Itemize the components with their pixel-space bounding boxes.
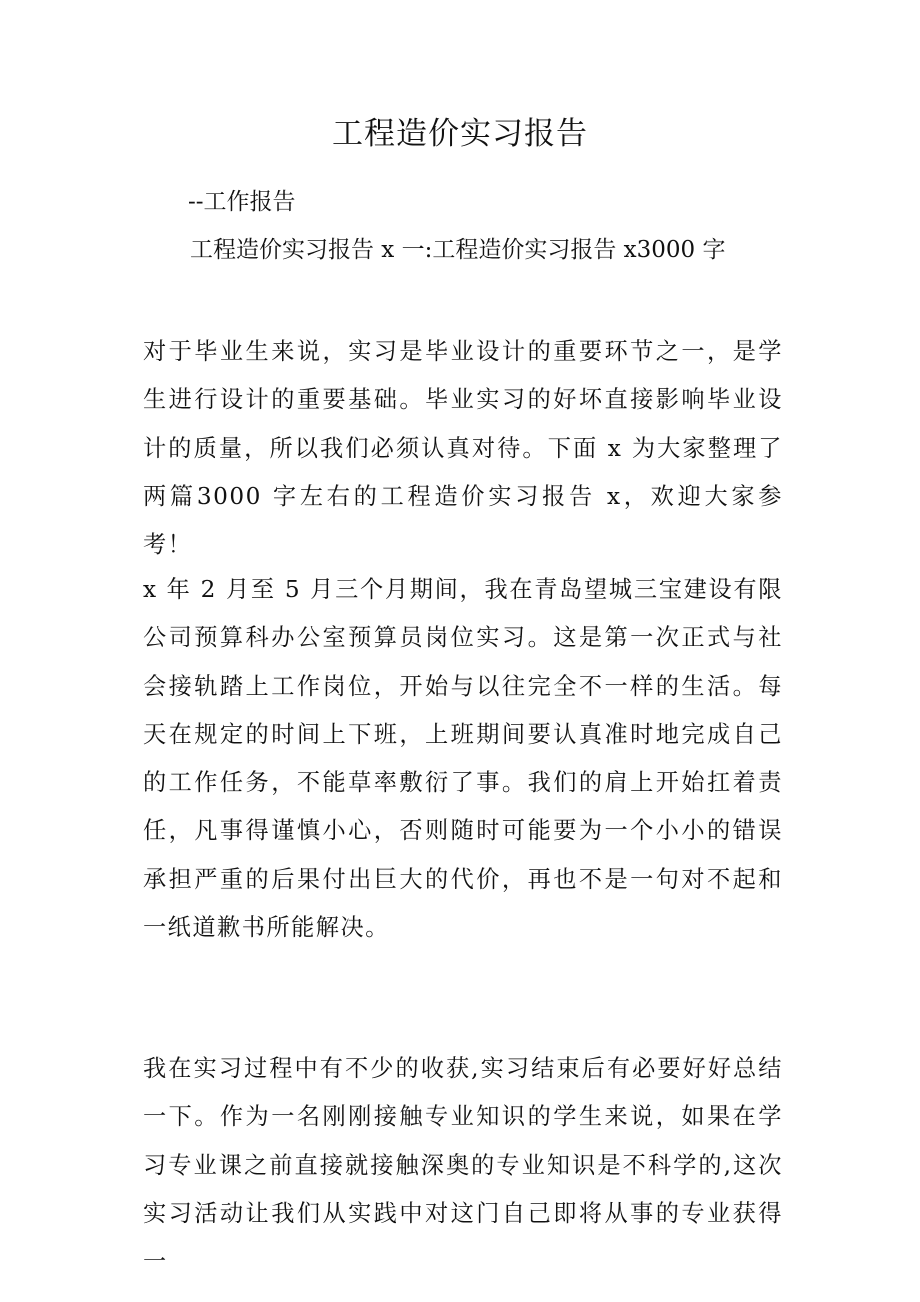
paragraph-summary: 我在实习过程中有不少的收获,实习结束后有必要好好总结一下。作为一名刚刚接触专业知识的学生来说，如果在学习专业课之前直接就接触深奥的专业知识是不科学的,这次实习活动让我们从实践中对这门自己即将从事的专业获得一 (143, 1055, 783, 1276)
paragraph-intro: 对于毕业生来说，实习是毕业设计的重要环节之一，是学生进行设计的重要基础。毕业实习的好坏直接影响毕业设计的质量，所以我们必须认真对待。下面 x 为大家整理了两篇3000 字左右的工程造价实习报告 x，欢迎大家参考！ (143, 338, 783, 559)
document-title: 工程造价实习报告 (332, 116, 588, 152)
document-subheading: 工程造价实习报告 x 一:工程造价实习报告 x3000 字 (190, 237, 726, 263)
document-subtitle: --工作报告 (188, 189, 296, 215)
paragraph-internship: x 年 2 月至 5 月三个月期间，我在青岛望城三宝建设有限公司预算科办公室预算员岗位实习。这是第一次正式与社会接轨踏上工作岗位，开始与以往完全不一样的生活。每天在规定的时间上下班，上班期间要认真准时地完成自己的工作任务，不能草率敷衍了事。我们的肩上开始扛着责任，凡事得谨慎小心，否则随时可能要为一个小小的错误承担严重的后果付出巨大的代价，再也不是一句对不起和一纸道歉书所能解决。 (143, 576, 783, 942)
